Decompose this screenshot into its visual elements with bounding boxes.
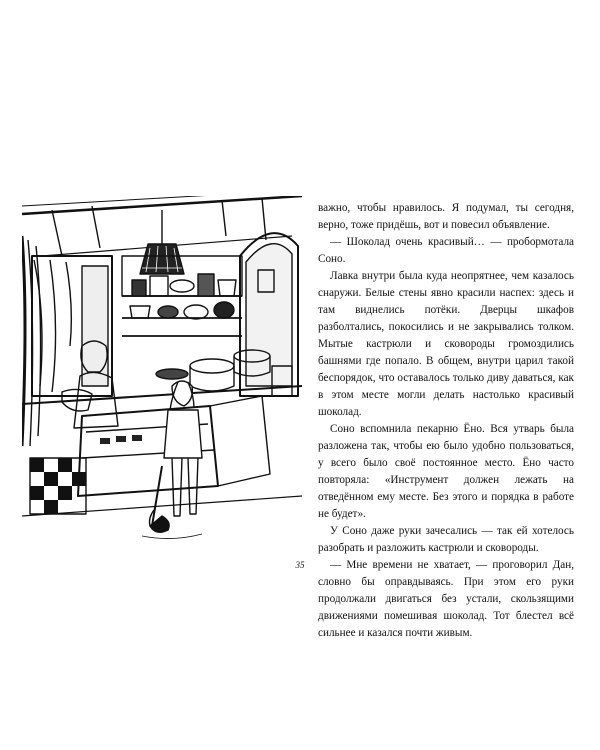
page-number: 35 bbox=[295, 560, 305, 570]
paragraph: Лавка внутри была куда неопрятнее, чем казалось снаружи. Белые стены явно красили наспех: здесь и там виднелись потёки. Дверцы шкафов разболтались, покосились и не закрывались толком. Мытые кастрюли и сковороды громоздились башнями где попало. В общем, внутри царил такой беспорядок, что оставалось только диву даваться, как в этом месте могли делать настолько красивый шоколад. bbox=[318, 270, 574, 418]
paragraph: важно, чтобы нравилось. Я подумал, ты сегодня, верно, тоже придёшь, вот и повесил объявление. bbox=[318, 202, 574, 231]
paragraph: — Шоколад очень красивый… — пробормотала Соно. bbox=[318, 236, 574, 265]
paragraph: Соно вспомнила пекарню Ёно. Вся утварь была разложена так, чтобы ею было удобно пользоваться, у всего было своё постоянное место. Ёно часто повторяла: «Инструмент должен лежать на отведённом ему месте. Без этого и порядка в работе не будет». bbox=[318, 423, 574, 520]
body-text bbox=[318, 200, 574, 642]
paragraph: — Мне времени не хватает, — проговорил Дан, словно бы оправдываясь. При этом его руки продолжали двигаться без устали, скользящими движениями помешивая шоколад. Тот блестел всё сильнее и казался почти живым. bbox=[318, 559, 574, 639]
paragraph: У Соно даже руки зачесались — так ей хотелось разобрать и разложить кастрюли и сковороды. bbox=[318, 525, 574, 554]
shop-interior-illustration bbox=[22, 196, 302, 552]
